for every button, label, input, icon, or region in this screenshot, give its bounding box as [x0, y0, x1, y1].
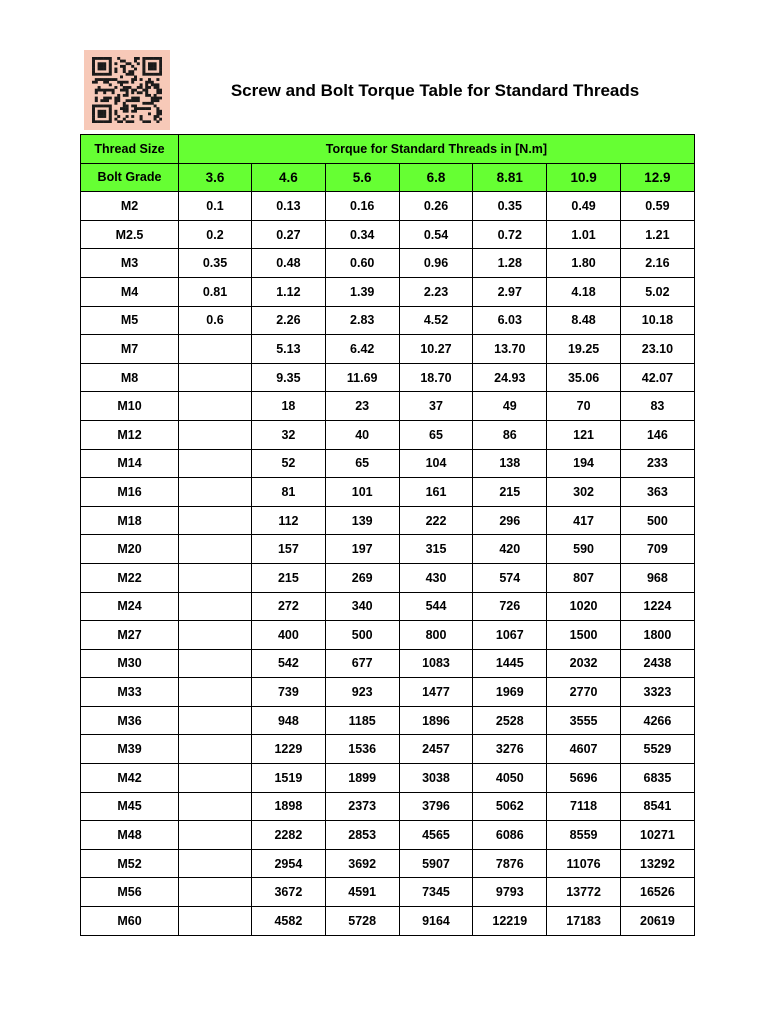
torque-value-cell: 3276 [473, 735, 547, 764]
torque-value-cell: 2528 [473, 706, 547, 735]
torque-value-cell: 0.59 [620, 192, 694, 221]
table-row [81, 764, 695, 793]
torque-value-cell: 500 [325, 621, 399, 650]
torque-value-cell: 18 [252, 392, 326, 421]
torque-value-cell: 807 [547, 563, 621, 592]
thread-size-cell: M14 [81, 449, 179, 478]
torque-value-cell: 2.16 [620, 249, 694, 278]
torque-value-cell: 7118 [547, 792, 621, 821]
table-row [81, 363, 695, 392]
torque-value-cell: 2853 [325, 821, 399, 850]
torque-value-cell: 1.80 [547, 249, 621, 278]
torque-value-cell: 222 [399, 506, 473, 535]
table-row [81, 335, 695, 364]
torque-value-cell: 19.25 [547, 335, 621, 364]
torque-value-cell: 0.60 [325, 249, 399, 278]
torque-value-cell: 0.81 [179, 277, 252, 306]
torque-value-cell: 800 [399, 621, 473, 650]
table-row [81, 907, 695, 936]
torque-value-cell: 5.02 [620, 277, 694, 306]
grade-header: 12.9 [620, 163, 694, 192]
torque-value-cell: 18.70 [399, 363, 473, 392]
torque-value-cell: 340 [325, 592, 399, 621]
torque-value-cell: 16526 [620, 878, 694, 907]
torque-value-cell: 12219 [473, 907, 547, 936]
torque-value-cell [179, 649, 252, 678]
torque-value-cell: 296 [473, 506, 547, 535]
torque-value-cell: 544 [399, 592, 473, 621]
torque-value-cell: 121 [547, 420, 621, 449]
torque-value-cell: 5728 [325, 907, 399, 936]
torque-value-cell: 542 [252, 649, 326, 678]
thread-size-cell: M45 [81, 792, 179, 821]
torque-value-cell [179, 535, 252, 564]
torque-value-cell: 1.28 [473, 249, 547, 278]
thread-size-cell: M24 [81, 592, 179, 621]
table-row [81, 649, 695, 678]
torque-value-cell: 2457 [399, 735, 473, 764]
thread-size-cell: M12 [81, 420, 179, 449]
torque-value-cell: 6.42 [325, 335, 399, 364]
torque-value-cell: 4582 [252, 907, 326, 936]
torque-value-cell: 1969 [473, 678, 547, 707]
torque-value-cell: 157 [252, 535, 326, 564]
torque-value-cell: 430 [399, 563, 473, 592]
torque-value-cell: 139 [325, 506, 399, 535]
grade-header: 4.6 [252, 163, 326, 192]
torque-value-cell: 1185 [325, 706, 399, 735]
torque-value-cell: 0.35 [179, 249, 252, 278]
torque-value-cell: 3555 [547, 706, 621, 735]
torque-value-cell: 23 [325, 392, 399, 421]
torque-value-cell [179, 907, 252, 936]
torque-value-cell: 2373 [325, 792, 399, 821]
thread-size-cell: M60 [81, 907, 179, 936]
thread-size-cell: M30 [81, 649, 179, 678]
torque-value-cell: 0.13 [252, 192, 326, 221]
torque-value-cell: 269 [325, 563, 399, 592]
torque-value-cell [179, 849, 252, 878]
thread-size-cell: M16 [81, 478, 179, 507]
table-row [81, 706, 695, 735]
thread-size-cell: M2.5 [81, 220, 179, 249]
torque-value-cell: 4266 [620, 706, 694, 735]
torque-value-cell: 40 [325, 420, 399, 449]
torque-value-cell: 2282 [252, 821, 326, 850]
table-row [81, 220, 695, 249]
torque-value-cell: 726 [473, 592, 547, 621]
torque-value-cell: 37 [399, 392, 473, 421]
torque-value-cell: 8.48 [547, 306, 621, 335]
thread-size-cell: M33 [81, 678, 179, 707]
torque-value-cell: 35.06 [547, 363, 621, 392]
table-row [81, 849, 695, 878]
torque-value-cell: 13.70 [473, 335, 547, 364]
torque-value-cell: 302 [547, 478, 621, 507]
torque-value-cell: 10.18 [620, 306, 694, 335]
torque-value-cell: 1896 [399, 706, 473, 735]
thread-size-cell: M5 [81, 306, 179, 335]
torque-value-cell: 4565 [399, 821, 473, 850]
torque-value-cell: 81 [252, 478, 326, 507]
thread-size-cell: M48 [81, 821, 179, 850]
torque-value-cell: 0.1 [179, 192, 252, 221]
table-row [81, 192, 695, 221]
torque-value-cell: 417 [547, 506, 621, 535]
grade-header: 6.8 [399, 163, 473, 192]
torque-value-cell: 2.97 [473, 277, 547, 306]
torque-value-cell: 1224 [620, 592, 694, 621]
torque-value-cell: 83 [620, 392, 694, 421]
torque-value-cell [179, 392, 252, 421]
header-row [81, 135, 695, 164]
torque-value-cell: 0.2 [179, 220, 252, 249]
torque-value-cell: 2770 [547, 678, 621, 707]
table-row [81, 506, 695, 535]
torque-value-cell: 7345 [399, 878, 473, 907]
thread-size-cell: M22 [81, 563, 179, 592]
thread-size-cell: M4 [81, 277, 179, 306]
torque-value-cell: 500 [620, 506, 694, 535]
page-title: Screw and Bolt Torque Table for Standard Threads [230, 81, 640, 100]
thread-size-cell: M2 [81, 192, 179, 221]
qr-code-icon [92, 57, 162, 123]
torque-value-cell: 215 [252, 563, 326, 592]
bolt-grade-label: Bolt Grade [81, 163, 179, 192]
torque-value-cell: 112 [252, 506, 326, 535]
torque-value-cell: 272 [252, 592, 326, 621]
torque-value-cell: 10271 [620, 821, 694, 850]
torque-value-cell: 0.54 [399, 220, 473, 249]
torque-value-cell: 4591 [325, 878, 399, 907]
table-row [81, 249, 695, 278]
torque-value-cell: 3796 [399, 792, 473, 821]
torque-value-cell: 194 [547, 449, 621, 478]
table-row [81, 478, 695, 507]
table-row [81, 392, 695, 421]
torque-value-cell: 2032 [547, 649, 621, 678]
torque-value-cell: 6086 [473, 821, 547, 850]
torque-value-cell [179, 706, 252, 735]
torque-value-cell: 1020 [547, 592, 621, 621]
torque-value-cell: 6835 [620, 764, 694, 793]
torque-value-cell: 4.18 [547, 277, 621, 306]
torque-value-cell: 5.13 [252, 335, 326, 364]
torque-value-cell: 32 [252, 420, 326, 449]
torque-value-cell: 677 [325, 649, 399, 678]
torque-value-cell [179, 764, 252, 793]
torque-value-cell [179, 821, 252, 850]
torque-value-cell: 0.72 [473, 220, 547, 249]
torque-value-cell: 6.03 [473, 306, 547, 335]
torque-value-cell [179, 735, 252, 764]
torque-value-cell [179, 420, 252, 449]
table-row [81, 535, 695, 564]
torque-value-cell: 20619 [620, 907, 694, 936]
table-row [81, 821, 695, 850]
torque-value-cell: 49 [473, 392, 547, 421]
thread-size-cell: M3 [81, 249, 179, 278]
torque-value-cell: 13772 [547, 878, 621, 907]
torque-value-cell: 2438 [620, 649, 694, 678]
torque-value-cell: 590 [547, 535, 621, 564]
table-row [81, 621, 695, 650]
torque-value-cell: 1898 [252, 792, 326, 821]
table-row [81, 878, 695, 907]
torque-value-cell: 1229 [252, 735, 326, 764]
torque-value-cell: 5907 [399, 849, 473, 878]
torque-value-cell: 0.34 [325, 220, 399, 249]
torque-value-cell [179, 592, 252, 621]
torque-value-cell: 8559 [547, 821, 621, 850]
thread-size-cell: M56 [81, 878, 179, 907]
torque-value-cell [179, 506, 252, 535]
torque-value-cell: 4607 [547, 735, 621, 764]
torque-value-cell: 24.93 [473, 363, 547, 392]
torque-value-cell: 70 [547, 392, 621, 421]
torque-value-cell: 3038 [399, 764, 473, 793]
torque-value-cell: 233 [620, 449, 694, 478]
grade-header: 5.6 [325, 163, 399, 192]
torque-value-cell: 1067 [473, 621, 547, 650]
table-row [81, 735, 695, 764]
torque-value-cell: 65 [399, 420, 473, 449]
torque-value-cell: 138 [473, 449, 547, 478]
grade-header: 8.81 [473, 163, 547, 192]
torque-value-cell: 400 [252, 621, 326, 650]
torque-value-cell: 1536 [325, 735, 399, 764]
torque-value-cell: 1445 [473, 649, 547, 678]
torque-value-cell: 9793 [473, 878, 547, 907]
table-row [81, 277, 695, 306]
table-row [81, 449, 695, 478]
thread-size-cell: M18 [81, 506, 179, 535]
torque-value-cell: 8541 [620, 792, 694, 821]
torque-value-cell: 315 [399, 535, 473, 564]
torque-value-cell: 5696 [547, 764, 621, 793]
table-row [81, 306, 695, 335]
torque-value-cell: 2954 [252, 849, 326, 878]
torque-value-cell [179, 363, 252, 392]
torque-value-cell: 0.16 [325, 192, 399, 221]
torque-value-cell [179, 621, 252, 650]
thread-size-cell: M8 [81, 363, 179, 392]
torque-value-cell [179, 449, 252, 478]
torque-value-cell: 104 [399, 449, 473, 478]
table-row [81, 563, 695, 592]
torque-value-cell: 11.69 [325, 363, 399, 392]
torque-value-cell: 1083 [399, 649, 473, 678]
torque-value-cell: 1800 [620, 621, 694, 650]
torque-value-cell: 1500 [547, 621, 621, 650]
torque-value-cell: 3692 [325, 849, 399, 878]
torque-value-cell: 0.26 [399, 192, 473, 221]
torque-value-cell [179, 792, 252, 821]
grade-header: 10.9 [547, 163, 621, 192]
torque-value-cell: 1519 [252, 764, 326, 793]
torque-value-cell: 709 [620, 535, 694, 564]
table-row [81, 420, 695, 449]
thread-size-cell: M7 [81, 335, 179, 364]
torque-value-cell: 968 [620, 563, 694, 592]
torque-value-cell: 42.07 [620, 363, 694, 392]
table-row [81, 678, 695, 707]
table-row [81, 592, 695, 621]
torque-value-cell: 5529 [620, 735, 694, 764]
torque-value-cell: 146 [620, 420, 694, 449]
thread-size-cell: M20 [81, 535, 179, 564]
torque-value-cell: 0.49 [547, 192, 621, 221]
torque-value-cell: 13292 [620, 849, 694, 878]
torque-value-cell: 1.01 [547, 220, 621, 249]
torque-value-cell: 1.12 [252, 277, 326, 306]
torque-value-cell: 0.27 [252, 220, 326, 249]
torque-value-cell [179, 335, 252, 364]
torque-value-cell: 5062 [473, 792, 547, 821]
torque-value-cell: 197 [325, 535, 399, 564]
torque-value-cell: 1477 [399, 678, 473, 707]
torque-value-cell: 3672 [252, 878, 326, 907]
torque-value-cell: 86 [473, 420, 547, 449]
torque-value-cell [179, 678, 252, 707]
thread-size-cell: M52 [81, 849, 179, 878]
torque-value-cell: 1.21 [620, 220, 694, 249]
torque-value-cell: 161 [399, 478, 473, 507]
torque-value-cell: 0.96 [399, 249, 473, 278]
torque-value-cell: 4050 [473, 764, 547, 793]
torque-value-cell: 739 [252, 678, 326, 707]
torque-value-cell: 420 [473, 535, 547, 564]
torque-value-cell [179, 478, 252, 507]
torque-value-cell [179, 563, 252, 592]
torque-value-cell: 11076 [547, 849, 621, 878]
torque-value-cell: 101 [325, 478, 399, 507]
torque-value-cell: 10.27 [399, 335, 473, 364]
torque-value-cell: 0.35 [473, 192, 547, 221]
thread-size-cell: M39 [81, 735, 179, 764]
table-row [81, 792, 695, 821]
torque-value-cell: 1899 [325, 764, 399, 793]
thread-size-header: Thread Size [81, 135, 179, 164]
torque-table [80, 134, 695, 936]
torque-value-cell: 9164 [399, 907, 473, 936]
qr-code[interactable] [84, 50, 170, 130]
torque-value-cell: 574 [473, 563, 547, 592]
torque-value-cell: 0.6 [179, 306, 252, 335]
torque-value-cell: 23.10 [620, 335, 694, 364]
torque-value-cell: 7876 [473, 849, 547, 878]
torque-value-cell: 363 [620, 478, 694, 507]
torque-value-cell [179, 878, 252, 907]
thread-size-cell: M42 [81, 764, 179, 793]
grade-header: 3.6 [179, 163, 252, 192]
torque-value-cell: 215 [473, 478, 547, 507]
torque-value-cell: 4.52 [399, 306, 473, 335]
torque-header: Torque for Standard Threads in [N.m] [179, 135, 695, 164]
torque-value-cell: 1.39 [325, 277, 399, 306]
torque-value-cell: 2.23 [399, 277, 473, 306]
torque-value-cell: 2.26 [252, 306, 326, 335]
thread-size-cell: M27 [81, 621, 179, 650]
torque-value-cell: 52 [252, 449, 326, 478]
torque-value-cell: 923 [325, 678, 399, 707]
thread-size-cell: M10 [81, 392, 179, 421]
bolt-grade-row [81, 163, 695, 192]
torque-value-cell: 2.83 [325, 306, 399, 335]
thread-size-cell: M36 [81, 706, 179, 735]
torque-value-cell: 948 [252, 706, 326, 735]
torque-value-cell: 17183 [547, 907, 621, 936]
torque-value-cell: 0.48 [252, 249, 326, 278]
torque-value-cell: 9.35 [252, 363, 326, 392]
torque-value-cell: 3323 [620, 678, 694, 707]
torque-value-cell: 65 [325, 449, 399, 478]
